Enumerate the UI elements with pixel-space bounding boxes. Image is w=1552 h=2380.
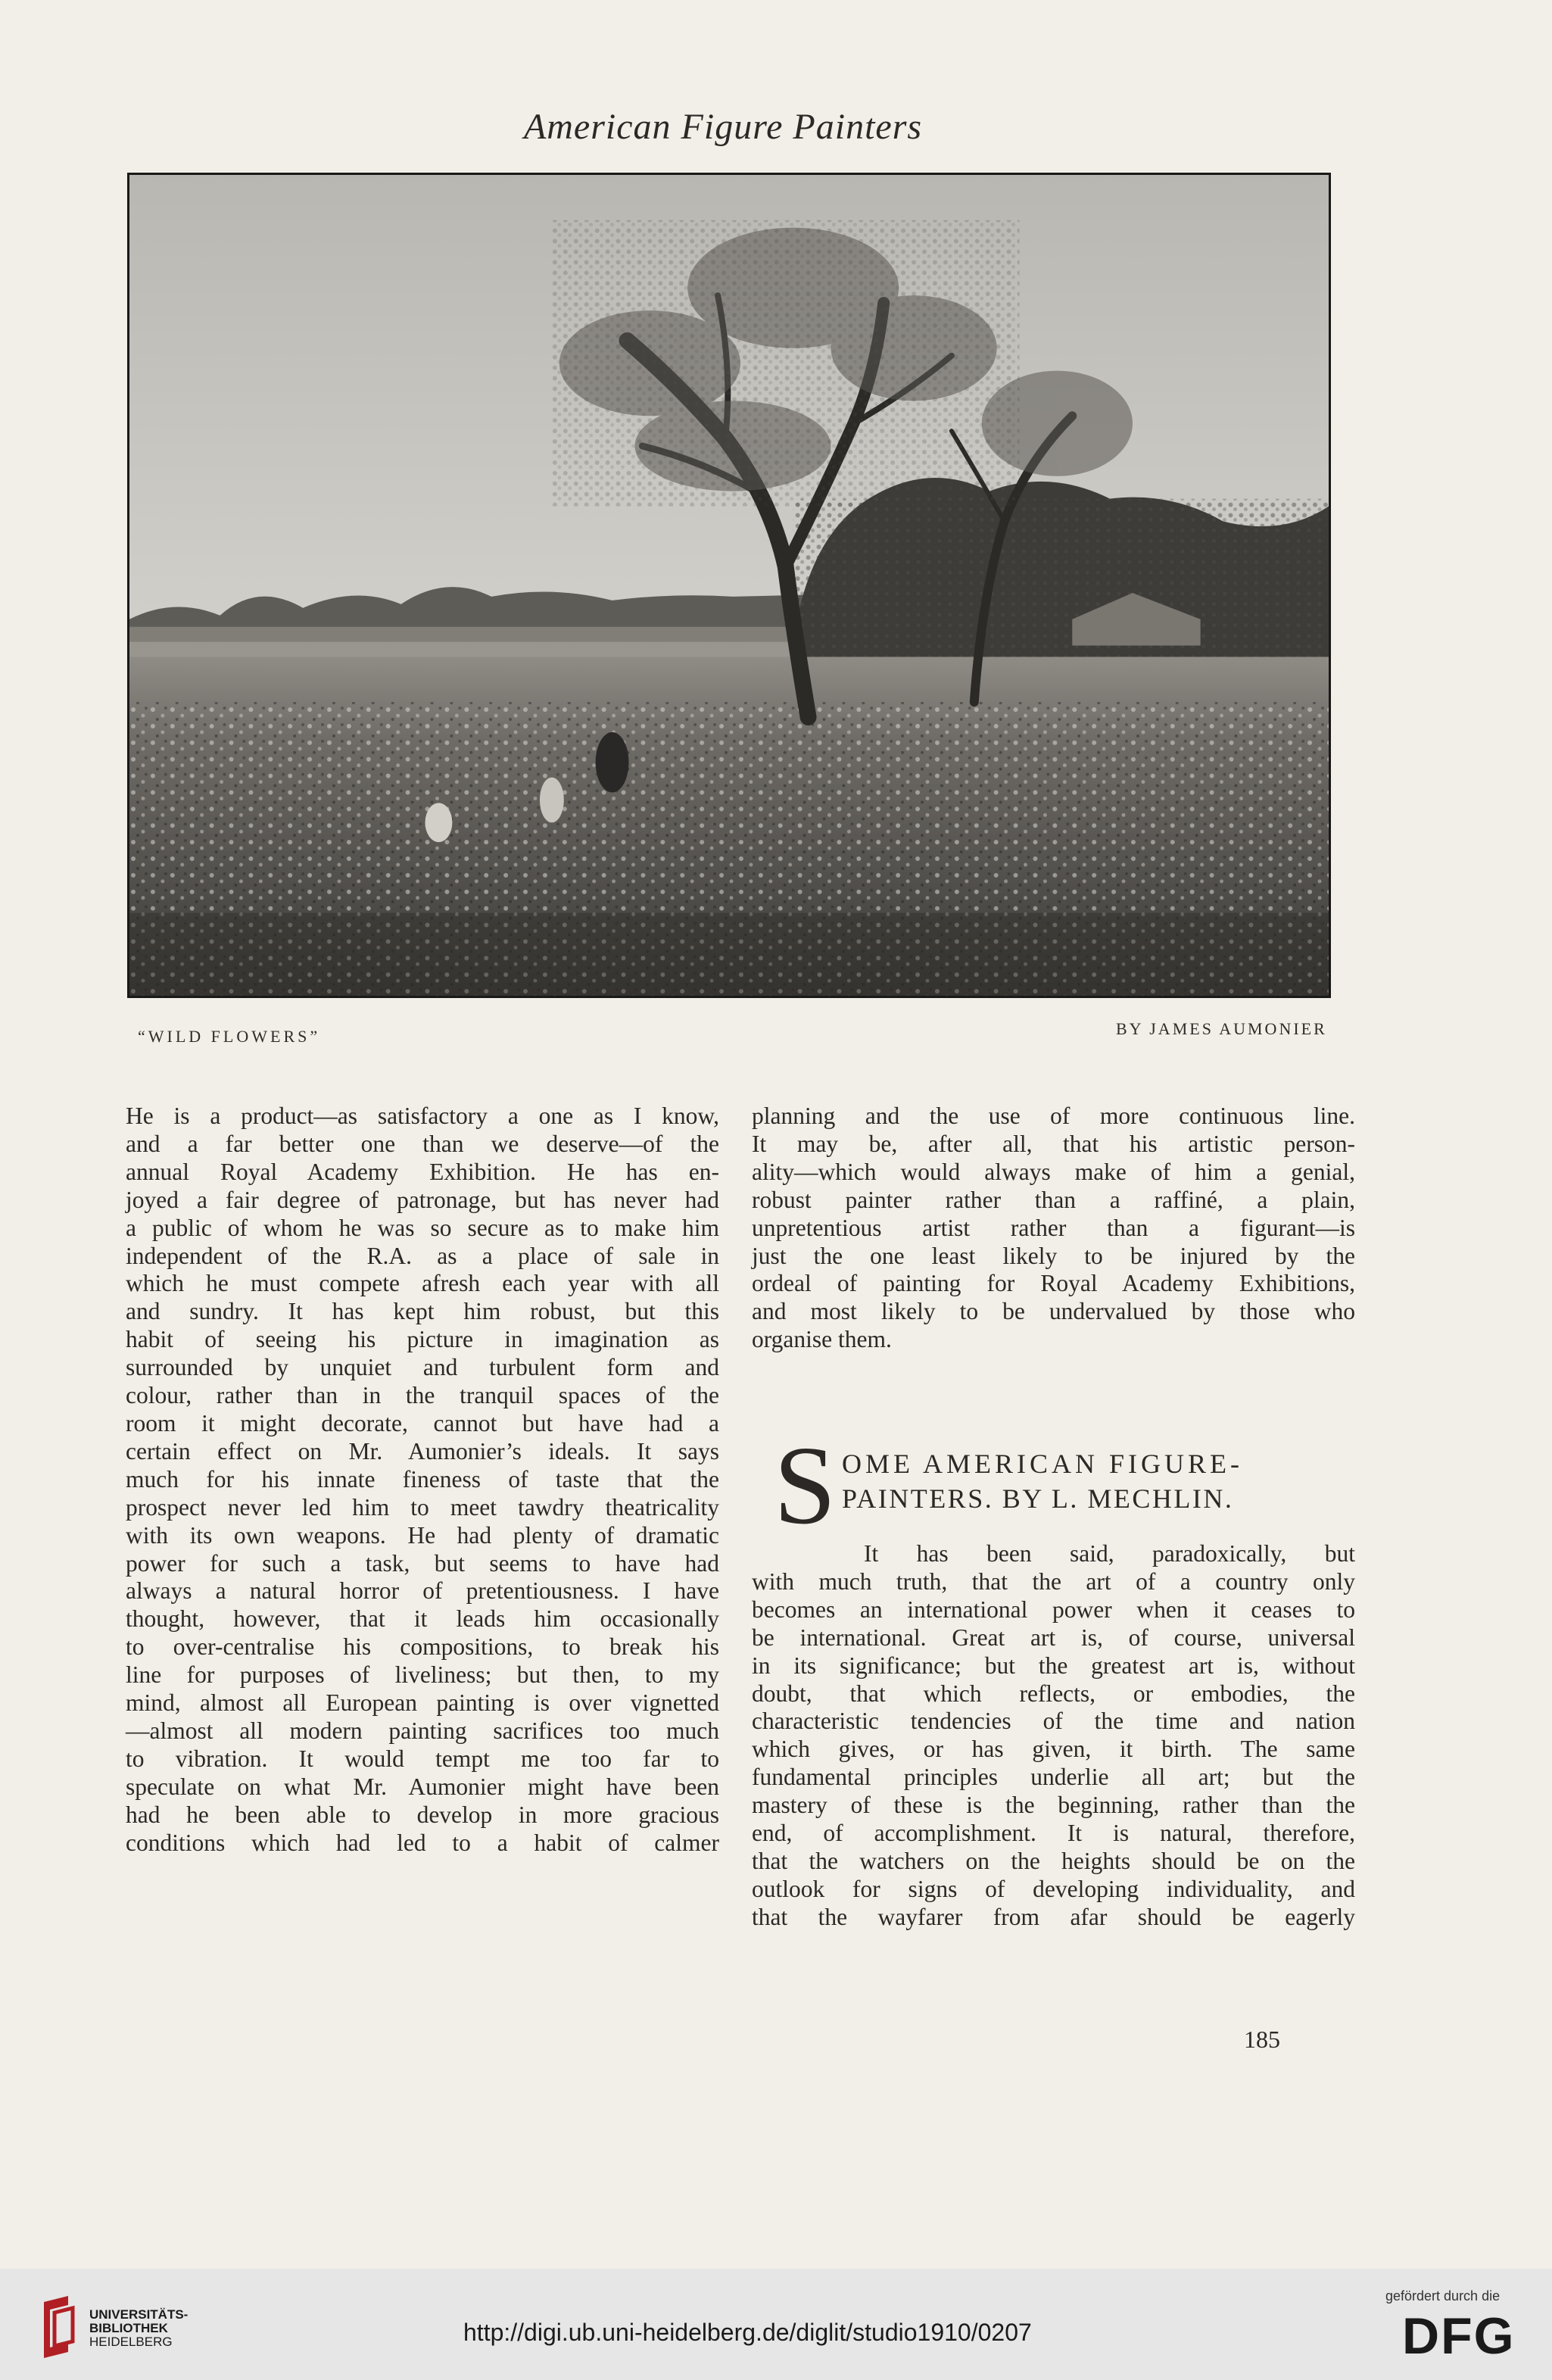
section-heading-line-1: OME AMERICAN FIGURE- — [842, 1449, 1244, 1479]
text-line: organise them. — [752, 1326, 892, 1353]
text-line: which gives, or has given, it birth. The same — [752, 1736, 1355, 1763]
drop-cap: S — [774, 1424, 837, 1548]
text-line: unpretentious artist rather than a figurant—is — [752, 1214, 1355, 1241]
text-line: just the one least likely to be injured by the — [752, 1242, 1355, 1269]
text-line: power for such a task, but seems to have had — [126, 1549, 719, 1577]
text-line: independent of the R.A. as a place of sale in — [126, 1242, 719, 1269]
text-line: joyed a fair degree of patronage, but has never had — [126, 1186, 719, 1213]
page-number: 185 — [1244, 2026, 1280, 2053]
text-line: that the watchers on the heights should be on the — [752, 1847, 1355, 1874]
text-line: which he must compete afresh each year with all — [126, 1270, 719, 1297]
library-name-line-3: HEIDELBERG — [89, 2335, 173, 2349]
text-line: thought, however, that it leads him occasionally — [126, 1605, 719, 1633]
text-line: with much truth, that the art of a country only — [752, 1567, 1355, 1595]
library-name[interactable] — [89, 2308, 188, 2349]
text-line: speculate on what Mr. Aumonier might have been — [126, 1773, 719, 1800]
text-line: to vibration. It would tempt me too far to — [126, 1745, 719, 1772]
left-column — [126, 1103, 719, 1857]
landscape-painting-image — [129, 175, 1329, 996]
text-line: robust painter rather than a raffiné, a plain, — [752, 1186, 1355, 1213]
text-line: outlook for signs of developing individuality, and — [752, 1875, 1355, 1902]
text-line: in its significance; but the greatest art is, without — [752, 1652, 1355, 1679]
text-line: planning and the use of more continuous line. — [752, 1103, 1355, 1129]
text-line: and a far better one than we deserve—of the — [126, 1130, 719, 1157]
text-line: be international. Great art is, of course, universal — [752, 1624, 1355, 1651]
text-line: colour, rather than in the tranquil spaces of the — [126, 1382, 719, 1409]
page-title: American Figure Painters — [523, 107, 923, 147]
library-logo-icon[interactable] — [39, 2294, 77, 2360]
library-name-line-1: UNIVERSITÄTS- — [89, 2307, 189, 2322]
text-line: habit of seeing his picture in imagination as — [126, 1326, 719, 1353]
text-line: —almost all modern painting sacrifices too much — [126, 1717, 719, 1744]
text-line: doubt, that which reflects, or embodies, the — [752, 1680, 1355, 1707]
text-line: certain effect on Mr. Aumonier’s ideals. It says — [126, 1437, 719, 1464]
text-line: prospect never led him to meet tawdry theatricality — [126, 1493, 719, 1521]
text-line: mind, almost all European painting is over vignetted — [126, 1689, 719, 1717]
text-line: It may be, after all, that his artistic person- — [752, 1130, 1355, 1157]
text-line: annual Royal Academy Exhibition. He has en- — [126, 1158, 719, 1185]
text-line: end, of accomplishment. It is natural, therefore, — [752, 1820, 1355, 1847]
plate-caption-artist: BY JAMES AUMONIER — [1116, 1019, 1327, 1038]
right-column-bottom — [752, 1540, 1355, 1932]
text-line: He is a product—as satisfactory a one as I know, — [126, 1103, 719, 1129]
section-heading — [774, 1424, 1369, 1548]
text-line: ality—which would always make of him a genial, — [752, 1158, 1355, 1185]
dfg-logo[interactable]: DFG — [1402, 2307, 1516, 2365]
text-line: line for purposes of liveliness; but then, to my — [126, 1661, 719, 1689]
text-line: room it might decorate, cannot but have had a — [126, 1409, 719, 1436]
library-name-line-2: BIBLIOTHEK — [89, 2321, 168, 2335]
text-line: conditions which had led to a habit of calmer — [126, 1829, 719, 1856]
right-column-top — [752, 1103, 1355, 1354]
text-line: had he been able to develop in more gracious — [126, 1801, 719, 1828]
text-line: It has been said, paradoxically, but — [864, 1540, 1355, 1567]
section-heading-line-2: PAINTERS. BY L. MECHLIN. — [842, 1483, 1234, 1514]
text-line: and sundry. It has kept him robust, but this — [126, 1298, 719, 1325]
text-line: that the wayfarer from afar should be eagerly — [752, 1903, 1355, 1930]
footer-bar — [0, 2269, 1552, 2380]
text-line: fundamental principles underlie all art; but the — [752, 1764, 1355, 1791]
text-line: to over-centralise his compositions, to break his — [126, 1633, 719, 1661]
text-line: surrounded by unquiet and turbulent form and — [126, 1354, 719, 1381]
text-line: a public of whom he was so secure as to make him — [126, 1214, 719, 1241]
source-url-link[interactable]: http://digi.ub.uni-heidelberg.de/diglit/studio1910/0207 — [463, 2319, 1032, 2346]
text-line: always a natural horror of pretentiousness. I have — [126, 1577, 719, 1605]
text-line: characteristic tendencies of the time and nation — [752, 1708, 1355, 1735]
text-line: becomes an international power when it ceases to — [752, 1596, 1355, 1623]
text-line: and most likely to be undervalued by those who — [752, 1298, 1355, 1325]
text-line: mastery of these is the beginning, rather than the — [752, 1792, 1355, 1819]
funded-by-label: gefördert durch die — [1385, 2288, 1501, 2304]
text-line: with its own weapons. He had plenty of dramatic — [126, 1521, 719, 1549]
text-line: much for his innate fineness of taste that the — [126, 1465, 719, 1493]
painting-plate — [127, 173, 1331, 998]
text-line: ordeal of painting for Royal Academy Exhibitions, — [752, 1270, 1355, 1297]
plate-caption-title: “WILD FLOWERS” — [138, 1027, 321, 1046]
